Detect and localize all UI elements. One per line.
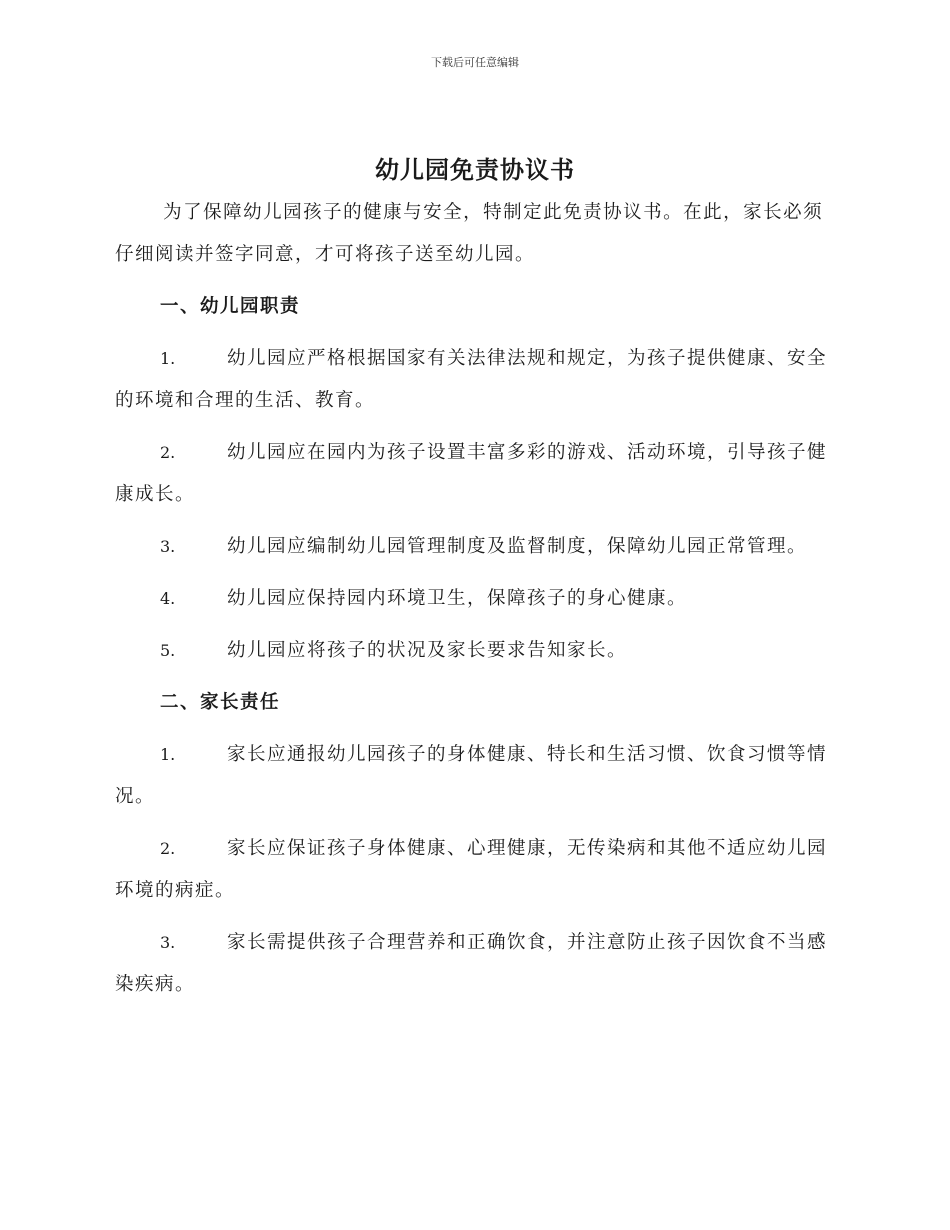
- document-body: [115, 192, 835, 1016]
- intro-paragraph: 为了保障幼儿园孩子的健康与安全，特制定此免责协议书。在此，家长必须仔细阅读并签字同意，才可将孩子送至幼儿园。: [115, 202, 824, 265]
- list-item: [115, 734, 835, 818]
- header-note: 下载后可任意编辑: [431, 56, 519, 69]
- list-item: [115, 630, 835, 672]
- item-number: 1.: [160, 745, 176, 764]
- list-item: [115, 338, 835, 422]
- item-text: 幼儿园应将孩子的状况及家长要求告知家长。: [227, 640, 628, 661]
- item-text: 家长应保证孩子身体健康、心理健康，无传染病和其他不适应幼儿园环境的病症。: [115, 838, 828, 901]
- item-text: 幼儿园应保持园内环境卫生，保障孩子的身心健康。: [227, 588, 688, 609]
- item-text: 幼儿园应编制幼儿园管理制度及监督制度，保障幼儿园正常管理。: [227, 536, 808, 557]
- item-number: 2.: [160, 443, 176, 462]
- item-number: 3.: [160, 537, 176, 556]
- list-item: [115, 578, 835, 620]
- item-number: 2.: [160, 839, 176, 858]
- item-number: 1.: [160, 349, 176, 368]
- list-item: [115, 526, 835, 568]
- document-title: 幼儿园免责协议书: [375, 156, 575, 184]
- item-number: 5.: [160, 641, 176, 660]
- list-item: [115, 828, 835, 912]
- item-number: 3.: [160, 933, 176, 952]
- item-text: 幼儿园应在园内为孩子设置丰富多彩的游戏、活动环境，引导孩子健康成长。: [115, 442, 828, 505]
- list-item: [115, 922, 835, 1006]
- item-text: 家长需提供孩子合理营养和正确饮食，并注意防止孩子因饮食不当感染疾病。: [115, 932, 828, 995]
- item-text: 家长应通报幼儿园孩子的身体健康、特长和生活习惯、饮食习惯等情况。: [115, 744, 828, 807]
- item-number: 4.: [160, 589, 176, 608]
- section-heading-parent-duties: 二、家长责任: [160, 692, 281, 713]
- section-heading-kindergarten-duties: 一、幼儿园职责: [160, 296, 301, 317]
- item-text: 幼儿园应严格根据国家有关法律法规和规定，为孩子提供健康、安全的环境和合理的生活、教育。: [115, 348, 828, 411]
- list-item: [115, 432, 835, 516]
